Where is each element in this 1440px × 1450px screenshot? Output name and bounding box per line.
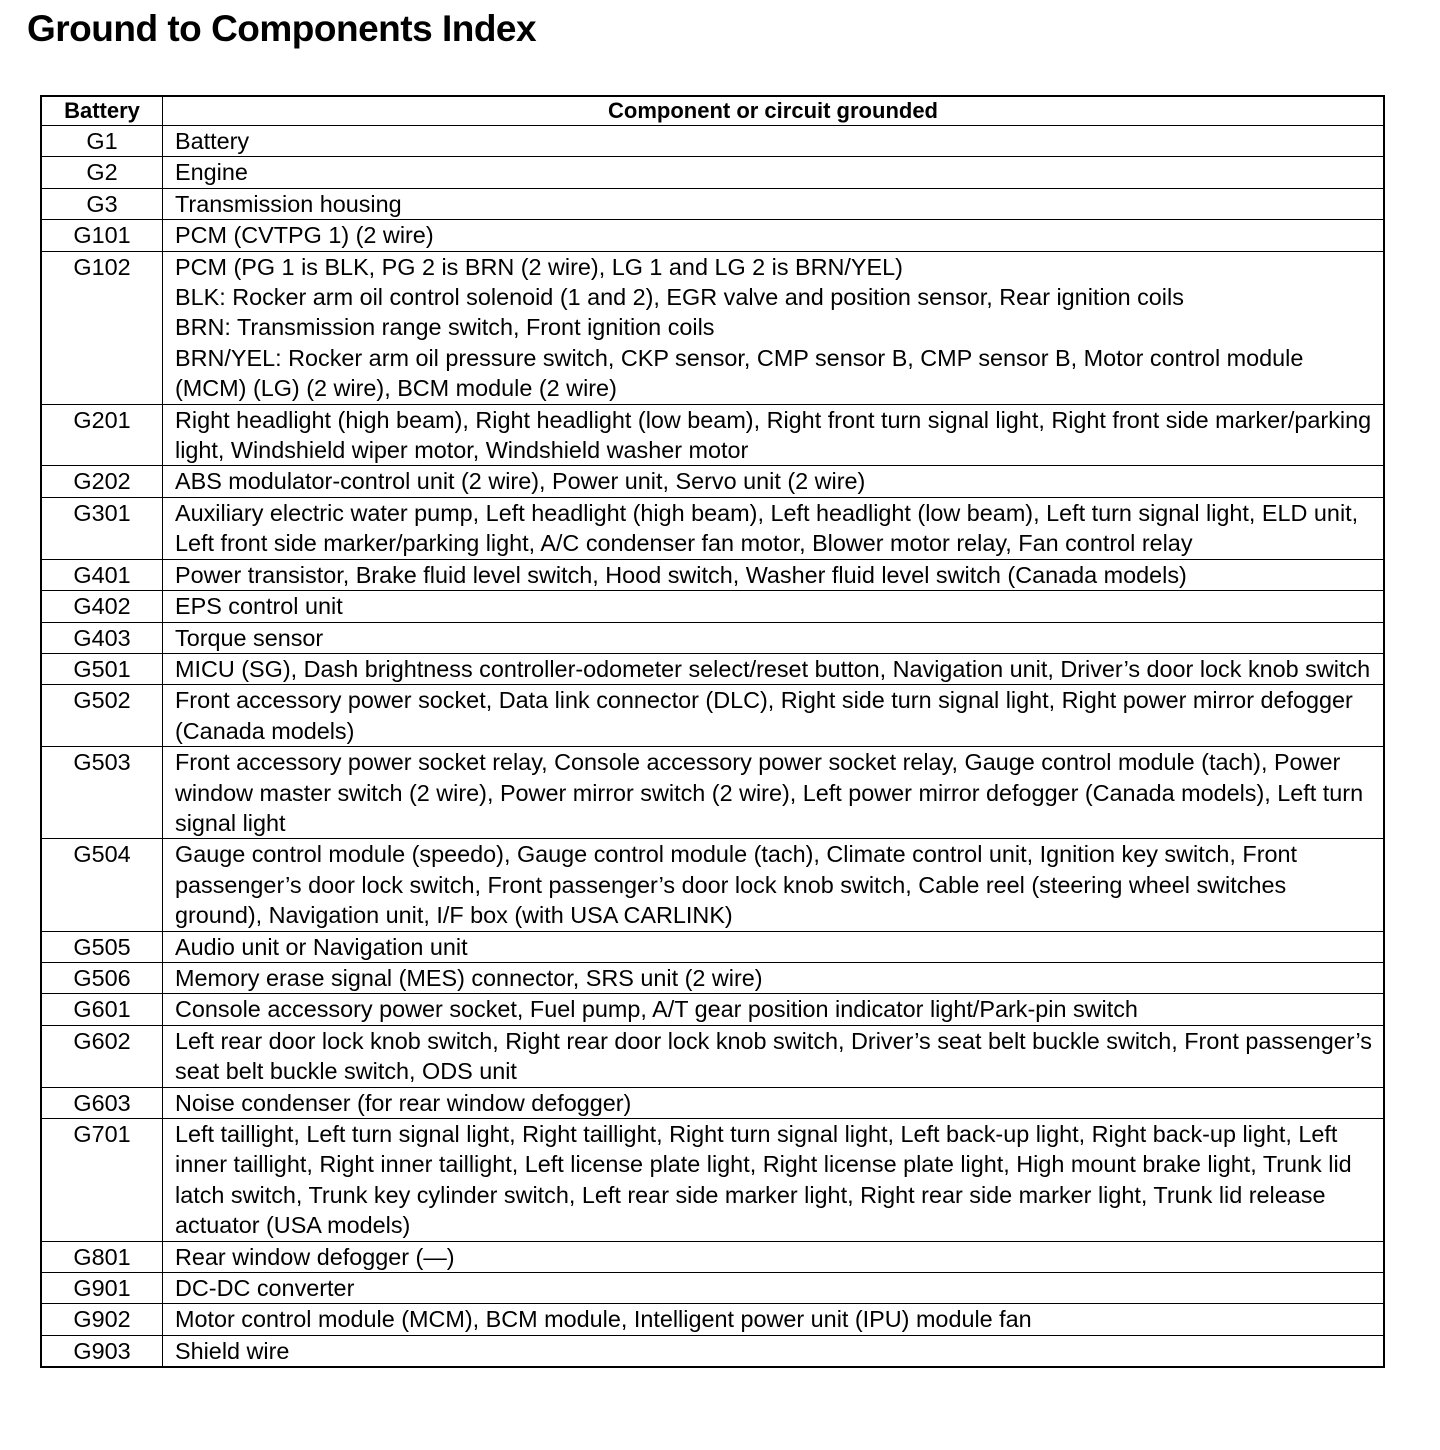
grounded-components: Battery xyxy=(163,126,1385,157)
grounded-components: Transmission housing xyxy=(163,188,1385,219)
ground-code: G101 xyxy=(41,220,163,251)
grounded-components xyxy=(163,251,1385,404)
grounded-components: DC-DC converter xyxy=(163,1273,1385,1304)
header-battery: Battery xyxy=(41,96,163,126)
grounded-components: MICU (SG), Dash brightness controller-odometer select/reset button, Navigation unit, Driver’s door lock knob switch xyxy=(163,653,1385,684)
grounded-components: EPS control unit xyxy=(163,591,1385,622)
table-row xyxy=(41,1273,1384,1304)
description-line: BRN: Transmission range switch, Front ignition coils xyxy=(175,314,715,341)
ground-code: G2 xyxy=(41,157,163,188)
ground-code: G502 xyxy=(41,685,163,747)
ground-code: G701 xyxy=(41,1119,163,1242)
table-row xyxy=(41,591,1384,622)
table-row xyxy=(41,497,1384,559)
table-row xyxy=(41,1087,1384,1118)
table-row xyxy=(41,747,1384,839)
ground-code: G403 xyxy=(41,622,163,653)
table-row xyxy=(41,1119,1384,1242)
table-row xyxy=(41,126,1384,157)
ground-code: G503 xyxy=(41,747,163,839)
table-row xyxy=(41,962,1384,993)
table-row xyxy=(41,188,1384,219)
ground-code: G903 xyxy=(41,1335,163,1367)
ground-code: G603 xyxy=(41,1087,163,1118)
ground-code: G1 xyxy=(41,126,163,157)
table-body xyxy=(41,126,1384,1368)
grounded-components: Motor control module (MCM), BCM module, Intelligent power unit (IPU) module fan xyxy=(163,1304,1385,1335)
table-row xyxy=(41,466,1384,497)
ground-code: G505 xyxy=(41,931,163,962)
grounded-components: Audio unit or Navigation unit xyxy=(163,931,1385,962)
grounded-components: Left rear door lock knob switch, Right rear door lock knob switch, Driver’s seat belt buckle switch, Front passenger’s seat belt buckle switch, ODS unit xyxy=(163,1025,1385,1087)
table-row xyxy=(41,251,1384,404)
grounded-components: Rear window defogger (—) xyxy=(163,1241,1385,1272)
grounded-components: Power transistor, Brake fluid level switch, Hood switch, Washer fluid level switch (Canada models) xyxy=(163,559,1385,590)
table-row xyxy=(41,685,1384,747)
table-header-row xyxy=(41,96,1384,126)
grounded-components: Auxiliary electric water pump, Left headlight (high beam), Left headlight (low beam), Left turn signal light, ELD unit, Left front side marker/parking light, A/C condenser fan motor, Blower motor relay, Fan control relay xyxy=(163,497,1385,559)
grounded-components: Right headlight (high beam), Right headlight (low beam), Right front turn signal light, Right front side marker/parking light, Windshield wiper motor, Windshield washer motor xyxy=(163,404,1385,466)
table-row xyxy=(41,220,1384,251)
grounded-components: Left taillight, Left turn signal light, Right taillight, Right turn signal light, Left back-up light, Right back-up light, Left inner taillight, Right inner taillight, Left license plate light, Right license plate light, High mount brake light, Trunk lid latch switch, Trunk key cylinder switch, Left rear side marker light, Right rear side marker light, Trunk lid release actuator (USA models) xyxy=(163,1119,1385,1242)
description-line: BRN/YEL: Rocker arm oil pressure switch, CKP sensor, CMP sensor B, CMP sensor B, Motor control module (MCM) (LG) (2 wire), BCM module (2 wire) xyxy=(175,344,1304,402)
grounded-components: Console accessory power socket, Fuel pump, A/T gear position indicator light/Park-pin switch xyxy=(163,994,1385,1025)
ground-code: G102 xyxy=(41,251,163,404)
table-row xyxy=(41,622,1384,653)
grounded-components: Front accessory power socket relay, Console accessory power socket relay, Gauge control module (tach), Power window master switch (2 wire), Power mirror switch (2 wire), Left power mirror defogger (Canada models), Left turn signal light xyxy=(163,747,1385,839)
grounded-components: PCM (CVTPG 1) (2 wire) xyxy=(163,220,1385,251)
table-row xyxy=(41,559,1384,590)
ground-code: G201 xyxy=(41,404,163,466)
table-row xyxy=(41,1335,1384,1367)
header-component: Component or circuit grounded xyxy=(163,96,1385,126)
ground-code: G902 xyxy=(41,1304,163,1335)
ground-code: G504 xyxy=(41,839,163,931)
ground-code: G602 xyxy=(41,1025,163,1087)
ground-code: G901 xyxy=(41,1273,163,1304)
ground-code: G401 xyxy=(41,559,163,590)
ground-code: G202 xyxy=(41,466,163,497)
ground-code: G3 xyxy=(41,188,163,219)
table-row xyxy=(41,931,1384,962)
ground-code: G402 xyxy=(41,591,163,622)
grounded-components: Torque sensor xyxy=(163,622,1385,653)
table-row xyxy=(41,653,1384,684)
table-row xyxy=(41,994,1384,1025)
ground-index-table xyxy=(40,95,1385,1368)
ground-code: G301 xyxy=(41,497,163,559)
grounded-components: Front accessory power socket, Data link connector (DLC), Right side turn signal light, Right power mirror defogger (Canada models) xyxy=(163,685,1385,747)
table-row xyxy=(41,404,1384,466)
grounded-components: Noise condenser (for rear window defogger) xyxy=(163,1087,1385,1118)
ground-code: G601 xyxy=(41,994,163,1025)
description-line: BLK: Rocker arm oil control solenoid (1 and 2), EGR valve and position sensor, Rear ignition coils xyxy=(175,284,1184,311)
ground-code: G801 xyxy=(41,1241,163,1272)
grounded-components: ABS modulator-control unit (2 wire), Power unit, Servo unit (2 wire) xyxy=(163,466,1385,497)
grounded-components: Engine xyxy=(163,157,1385,188)
ground-code: G501 xyxy=(41,653,163,684)
description-line: PCM (PG 1 is BLK, PG 2 is BRN (2 wire), LG 1 and LG 2 is BRN/YEL) xyxy=(175,253,903,280)
table-row xyxy=(41,1304,1384,1335)
grounded-components: Memory erase signal (MES) connector, SRS unit (2 wire) xyxy=(163,962,1385,993)
grounded-components: Gauge control module (speedo), Gauge control module (tach), Climate control unit, Ignition key switch, Front passenger’s door lock switch, Front passenger’s door lock knob switch, Cable reel (steering wheel switches ground), Navigation unit, I/F box (with USA CARLINK) xyxy=(163,839,1385,931)
ground-code: G506 xyxy=(41,962,163,993)
page-title: Ground to Components Index xyxy=(27,8,537,49)
table-row xyxy=(41,1241,1384,1272)
table-row xyxy=(41,839,1384,931)
table-row xyxy=(41,1025,1384,1087)
grounded-components: Shield wire xyxy=(163,1335,1385,1367)
table-row xyxy=(41,157,1384,188)
